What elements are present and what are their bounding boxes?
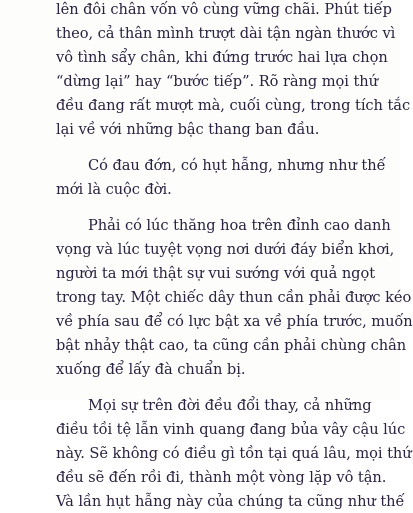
text-line: này. Sẽ không có điều gì tồn tại quá lâu, mọi thứ <box>56 445 412 462</box>
text-line: lên đôi chân vốn vô cùng vững chãi. Phút tiếp <box>56 1 392 18</box>
text-line: người ta mới thật sự vui sướng với quả ngọt <box>56 265 376 282</box>
text-line: Và lần hụt hẫng này của chúng ta cũng như thế <box>56 493 405 510</box>
text-line: Mọi sự trên đời đều đổi thay, cả những <box>88 397 372 414</box>
text-line: xuống để lấy đà chuẩn bị. <box>56 361 246 378</box>
text-line: “dừng lại” hay “bước tiếp”. Rõ ràng mọi thứ <box>56 73 379 90</box>
text-line: điều tồi tệ lẫn vinh quang đang bủa vây cậu lúc <box>56 421 406 438</box>
text-line: lại về với những bậc thang ban đầu. <box>56 121 320 138</box>
text-line: theo, cả thân mình trượt dài tận ngàn thước vì <box>56 25 396 42</box>
text-line: trong tay. Một chiếc dây thun cần phải được kéo <box>56 289 412 306</box>
text-line: Phải có lúc thăng hoa trên đỉnh cao danh <box>88 217 391 234</box>
text-line: đều sẽ đến rồi đi, thành một vòng lặp vô tận. <box>56 469 387 486</box>
text-line: vọng và lúc tuyệt vọng nơi dưới đáy biển khơi, <box>56 241 395 258</box>
text-line: Có đau đớn, có hụt hẫng, nhưng như thế <box>88 157 386 174</box>
text-line: mới là cuộc đời. <box>56 181 172 198</box>
text-line: bật nhảy thật cao, ta cũng cần phải chùng chân <box>56 337 407 354</box>
text-line: vô tình sẩy chân, khi đứng trước hai lựa chọn <box>56 49 388 66</box>
text-line: đều đang rất mượt mà, cuối cùng, trong tích tắc <box>56 97 411 114</box>
text-line: về phía sau để có lực bật xa về phía trước, muốn <box>56 313 413 330</box>
